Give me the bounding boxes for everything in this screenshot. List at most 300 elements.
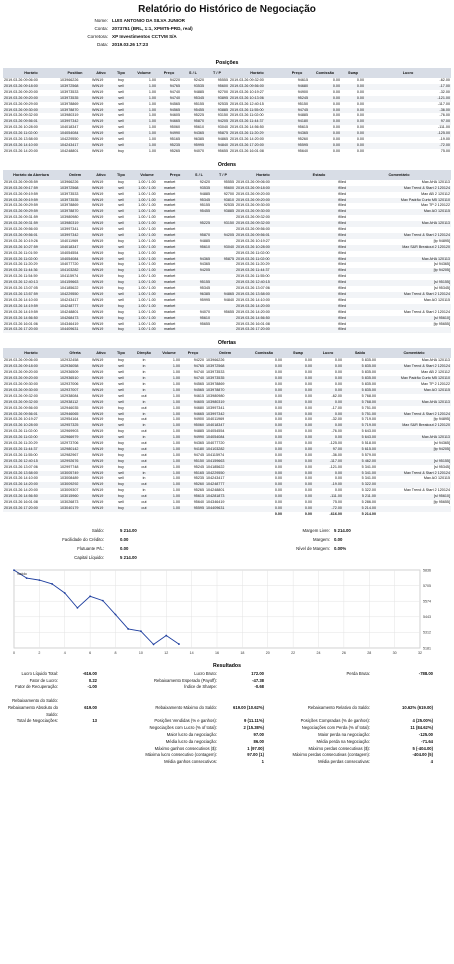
column-header: Oferta [59,348,91,358]
table-cell: market [163,268,187,274]
table-cell: 95610 [193,125,204,130]
table-cell: buy [118,148,124,153]
table-cell: 0.00 [245,447,283,453]
table-cell: 0.00 [332,78,340,82]
table-cell: 0.00 [274,381,282,386]
table-cell: 95265 [169,148,180,153]
table-row [3,149,451,155]
column-header: Volume [131,170,163,180]
table-cell: 103997342 [59,233,91,239]
table-cell: 1.00 [148,125,156,130]
table-cell: 0.00 [334,370,342,375]
table-cell: 1.00 / 1.00 [138,321,156,326]
table-cell: 2019.03.26 11:02:00 [3,131,59,137]
table-cell: WIN19 [92,476,104,481]
table-cell: 92535 [223,203,234,208]
table-cell: 2019.03.26 09:20:00 [3,376,59,382]
table-cell: filled [291,221,347,227]
table-cell: 0.00 [356,89,364,94]
table-cell: 2019.03.26 09:20:00 [3,96,59,102]
table-cell: WIN19 [92,452,104,457]
table-cell: 94615 [297,78,308,82]
table-cell: 0.00 [274,429,282,434]
table-cell: Max S&R Breakout 2 120120 [377,423,451,429]
table-cell: 95235 [157,143,181,149]
table-cell: Max TP 2 120122 [421,381,450,386]
table-cell: 2019.03.26 09:29:59 [3,209,59,215]
table-cell: 1.00 [172,405,180,410]
table-cell: 0.00 [274,464,282,469]
table-cell: 103040179 [59,506,91,512]
table-cell: 1.00 / 1.00 [138,309,156,314]
table-cell: in [131,376,157,382]
table-cell: 95615 [181,494,205,500]
table-cell: market [163,304,187,310]
table-cell: 1.00 / 1.00 [131,304,163,310]
table-cell: out [141,464,147,469]
table-cell: 0.00 [356,78,364,82]
table-cell: 1.00 / 1.00 [138,262,156,267]
table-cell: 103973533 [206,370,225,375]
table-cell: 95600 [211,186,235,192]
table-cell: buy [118,274,124,279]
table-cell: WIN19 [91,376,111,382]
table-cell: in [131,388,157,394]
results-label [264,678,373,685]
table-cell: 1.00 / 1.00 [131,198,163,204]
table-cell: filled [338,238,346,243]
table-cell: 1.00 [157,388,181,394]
balance-label: Margem Livre: [302,527,330,533]
table-cell: 1.00 / 1.00 [138,238,156,243]
table-cell: market [164,321,176,326]
table-cell: market [163,292,187,298]
table-cell: 93885 [205,108,229,114]
table-cell: Max AO 120115 [347,209,451,215]
table-cell: buy [118,429,124,434]
table-cell: 0.00 [309,131,341,137]
table-cell: 1.00 [148,78,156,82]
table-cell: sell [118,476,124,481]
table-cell: sell [111,435,131,441]
table-cell: 2019.03.26 10:13:06 [229,96,285,102]
deals-table [3,348,451,517]
table-cell: 102997748 [60,464,79,469]
table-cell: 2019.03.26 11:02:00 [235,257,291,263]
table-cell: 0.00 [309,108,341,114]
table-cell: filled [291,245,347,251]
results-label: Máximo perdas consecutivas ($): [308,745,370,751]
table-cell: 0.00 [274,452,282,457]
table-cell: 0.00 [283,506,313,512]
table-cell: 94745 [285,108,309,114]
table-cell: 95995 [181,143,205,149]
table-cell: 1.00 [157,400,181,406]
table-cell: 94070 [199,309,210,314]
table-cell: 95995 [199,297,210,302]
table-cell: 2019.03.26 12:40:15 [235,280,291,286]
table-cell: 2019.03.26 09:56:00 [236,227,270,232]
table-cell: buy [118,488,124,493]
table-cell: 103980319 [205,400,245,406]
meta-label: Data: [97,42,108,47]
table-cell: 1.00 [131,143,157,149]
results-value [61,739,97,746]
table-cell: 94885 [297,113,308,118]
table-cell: out [141,441,147,446]
table-cell: 102936509 [60,370,79,375]
results-label: Rebaixamento Absoluto do Saldo: [7,704,58,717]
column-header: Estado [291,170,347,180]
table-cell: 1.00 / 1.00 [131,221,163,227]
table-cell: 104243417 [206,476,225,481]
table-cell: 0.00 [341,108,365,114]
table-cell: filled [338,297,346,302]
table-cell: [sl 94365] [434,441,450,446]
table-cell: market [163,245,187,251]
table-cell: 94840 [223,297,234,302]
table-cell: 0.00 [356,125,364,130]
results-value: 2 (15.38%) [243,725,264,731]
results-label: Posições Vendidas (% e ganhos): [154,718,217,724]
table-cell: 0.00 [283,364,313,370]
results-label: Perda Bruta: [346,670,370,676]
results-row [0,752,454,759]
table-cell: 0.00 [341,119,365,125]
table-cell: buy [118,179,124,184]
table-cell: -121.00 [365,96,451,102]
balance-point [64,592,66,594]
balance-point [153,643,155,645]
table-cell: filled [291,304,347,310]
table-cell: Max S&R Breakout 2 120120 [347,245,451,251]
table-cell: 1.00 [157,471,181,477]
table-cell: 102954164 [60,417,79,422]
table-cell: 0.00 [283,435,313,441]
table-cell: -111.00 [313,494,343,500]
orders-header-row [3,170,451,180]
table-cell: buy [111,459,131,465]
table-cell: 95155 [199,203,210,208]
table-cell: 103008489 [60,476,79,481]
table-cell: WIN19 [91,447,111,453]
table-cell: 5 286.00 [361,500,376,505]
column-header: Position [59,68,91,78]
table-cell: 2019.03.26 09:56:00 [229,84,285,90]
table-cell: WIN19 [91,221,111,227]
table-cell: sell [118,137,124,142]
table-cell: 0.00 [313,412,343,418]
table-cell: Max Trend & Start 2 120124 [377,364,451,370]
table-cell: 104185622 [60,286,79,291]
table-cell: 95555 [217,78,228,82]
table-cell: Max AB 2 120112 [421,191,450,196]
table-cell: 2019.03.26 09:30:00 [4,381,38,386]
table-cell: 0.00 [304,381,312,386]
table-cell: WIN19 [92,89,104,94]
results-value: 1 (97.00) [247,745,264,751]
table-cell: -19.00 [439,137,450,142]
table-cell: 2019.03.26 17:20:00 [235,327,291,333]
table-cell: -36.00 [331,452,342,457]
table-cell: Max AHA 120113 [347,221,451,227]
table-cell: 103997341 [60,227,79,232]
column-header: Tipo [111,170,131,180]
table-cell: 95455 [181,108,205,114]
table-cell: 0.00 [274,441,282,446]
table-cell: 0.00 [332,89,340,94]
table-cell: WIN19 [91,459,111,465]
table-cell: WIN19 [91,268,111,274]
table-cell: 103972568 [59,84,91,90]
table-cell: buy [118,309,124,314]
table-cell: 2019.03.26 09:56:01 [3,412,59,418]
table-cell: Max Trend & Start 2 120124 [403,488,450,493]
table-cell: 5 835.00 [343,364,377,370]
table-cell: sell [111,96,131,102]
table-cell: 104346419 [206,500,225,505]
balance-value: 5 214.00 [120,554,137,560]
table-cell: 1.00 / 1.00 [131,233,163,239]
table-cell: WIN19 [91,494,111,500]
table-cell: 2019.03.26 14:20:00 [3,482,59,488]
x-tick-label: 32 [418,650,422,655]
table-cell: sell [118,113,124,118]
table-cell: 2019.03.26 11:20:29 [4,441,38,446]
table-cell: 103005749 [59,471,91,477]
balance-point [51,583,53,585]
table-cell: buy [118,405,124,410]
table-cell: 0.00 [313,423,343,429]
table-cell: out [131,459,157,465]
table-cell: filled [291,257,347,263]
table-cell: 104229550 [59,292,91,298]
table-cell: 2019.03.26 11:55:00 [236,274,270,279]
table-cell: sell [118,227,124,232]
table-cell: WIN19 [91,304,111,310]
table-cell: WIN19 [92,441,104,446]
column-header: Horário [235,170,291,180]
table-cell: 5 835.00 [361,370,376,375]
table-cell: 2019.03.26 09:32:00 [236,215,270,220]
table-cell: 104077720 [206,441,225,446]
table-cell: 102973706 [60,441,79,446]
table-cell: out [141,393,147,398]
table-cell: market [163,221,187,227]
y-tick-label: 5312 [423,630,431,635]
table-cell: 2019.03.26 09:56:01 [3,233,59,239]
column-header: S / L [181,68,205,78]
table-cell: sell [118,89,124,94]
table-cell: WIN19 [91,96,111,102]
y-tick-label: 5705 [423,583,431,588]
table-cell: 2019.03.26 10:19:27 [236,238,270,243]
table-cell: WIN19 [91,233,111,239]
table-cell: WIN19 [91,482,111,488]
results-value: -788.00 [418,670,433,676]
table-cell: 2019.03.26 11:02:00 [3,435,59,441]
table-cell: 0.00 [356,148,364,153]
table-cell: 104054084 [59,131,91,137]
table-cell: 92700 [223,191,234,196]
balance-point [13,569,15,571]
table-cell: 2019.03.26 09:32:00 [235,221,291,227]
table-cell: 1.00 [157,376,181,382]
table-cell: out [141,429,147,434]
table-cell: Max AHA 120113 [347,257,451,263]
table-cell: filled [291,209,347,215]
table-cell: 0.00 [313,471,343,477]
table-cell: 94605 [169,113,180,118]
table-cell: buy [118,452,124,457]
total-cell: 0.00 [245,512,283,518]
table-cell: [sl 94365] [434,262,450,267]
table-cell: 104054084 [205,435,245,441]
y-tick-label: 5443 [423,614,431,619]
table-cell: 94900 [297,89,308,94]
positions-table [3,68,451,155]
table-cell: 95655 [217,148,228,153]
table-cell: WIN19 [92,250,104,255]
column-header: Ativo [91,348,111,358]
table-cell: buy [111,280,131,286]
table-cell: 93895 [205,96,229,102]
table-cell: -72.00 [365,143,451,149]
table-cell: 2019.03.26 10:28:00 [3,423,59,429]
table-cell: out [141,452,147,457]
table-cell: market [164,297,176,302]
results-row [0,739,454,746]
balance-point [38,579,40,581]
table-cell: 0.00 [283,388,313,394]
results-value: 4 [430,759,433,765]
table-cell: buy [118,238,124,243]
column-header: Direção [131,348,157,358]
table-cell: 75.00 [440,148,450,153]
table-cell: in [131,400,157,406]
table-cell: 2019.03.26 11:44:36 [3,268,59,274]
table-cell: 94565 [181,388,205,394]
table-cell: 103997342 [59,119,91,125]
table-cell: 2019.03.26 11:02:00 [230,113,264,118]
table-cell: market [163,186,187,192]
table-cell: 1.00 / 1.00 [138,286,156,291]
table-cell: Max AHA 120113 [421,179,450,184]
table-cell: 0.00 [313,388,343,394]
table-cell: 2019.03.26 11:02:00 [4,429,38,434]
table-cell: 5 341.00 [343,471,377,477]
table-cell: 95595 [181,506,205,512]
table-cell: 0.00 [274,417,282,422]
results-value: 11 (84.62%) [410,725,433,731]
table-cell: 1.00 / 1.00 [131,327,163,333]
table-cell: 2019.03.26 09:56:01 [235,233,291,239]
table-cell: Max TP 2 120122 [421,203,450,208]
table-cell: 2019.03.26 13:58:00 [4,137,38,142]
table-cell: 1.00 [131,119,157,125]
table-cell: 2019.03.26 09:06:00 [4,78,38,82]
table-cell: 93535 [187,186,211,192]
table-cell: WIN19 [92,309,104,314]
table-cell: sell [118,101,124,106]
results-label: Índice de Sharpe: [184,684,217,690]
table-cell: 94565 [193,381,204,386]
table-cell: 0.00 [356,101,364,106]
table-cell: 5 579.00 [361,452,376,457]
column-header: Ativo [91,68,111,78]
results-row [0,684,454,691]
balance-value: 5 214.00 [120,527,137,533]
table-cell [377,512,451,518]
table-cell: 0.00 [304,370,312,375]
table-cell: 0.00 [245,471,283,477]
table-cell: 2019.03.26 14:20:00 [236,309,270,314]
table-cell: -117.00 [313,459,343,465]
table-cell: 94885 [193,89,204,94]
column-header: Swap [341,68,365,78]
table-cell: sell [118,215,124,220]
table-cell: 94680 [285,84,309,90]
table-cell: 94205 [211,233,235,239]
table-cell: [sl 95155] [347,280,451,286]
table-cell: filled [338,215,346,220]
table-cell: buy [111,447,131,453]
table-cell: 5 518.00 [361,441,376,446]
table-cell: 1.00 [172,500,180,505]
table-cell: 103026873 [60,500,79,505]
table-cell: in [131,364,157,370]
x-tick-label: 20 [265,650,270,655]
table-cell: 1.00 [157,506,181,512]
table-cell: 2019.03.26 13:58:00 [235,292,291,298]
table-cell: 95260 [297,137,308,142]
totals-row [3,512,451,518]
table-cell: 1.00 [148,148,156,153]
table-cell: WIN19 [92,393,104,398]
table-cell: 94765 [157,84,181,90]
balance-point [115,613,117,615]
table-cell: 2019.03.26 11:20:29 [229,131,285,137]
table-cell: 102937007 [59,388,91,394]
balance-label: Nível de Margem: [296,545,330,551]
x-tick-label: 8 [114,650,117,655]
table-cell: 103966226 [60,78,79,82]
results-label: Máximo ganhos consecutivos ($): [154,745,217,751]
table-cell: filled [291,327,347,333]
balance-summary [0,526,454,562]
column-header: Preço [285,68,309,78]
table-cell: sell [118,321,124,326]
x-tick-label: 30 [392,650,397,655]
table-cell: 95615 [297,125,308,130]
balance-point [165,634,167,636]
table-cell: sell [111,400,131,406]
table-cell: 104229550 [205,471,245,477]
table-cell: WIN19 [92,370,104,375]
table-cell: 104159663 [59,280,91,286]
table-cell: 104103282 [205,447,245,453]
table-cell: 1.00 / 1.00 [138,227,156,232]
table-cell: 0.00 [356,137,364,142]
table-cell: 104018347 [205,423,245,429]
table-cell: out [131,494,157,500]
table-cell: 1.00 [148,89,156,94]
table-cell: [tp 95655] [433,321,450,326]
table-cell: sell [111,423,131,429]
table-cell: 2019.03.26 16:01:08 [4,500,38,505]
table-cell: filled [291,292,347,298]
table-cell: 2019.03.26 09:32:00 [3,400,59,406]
